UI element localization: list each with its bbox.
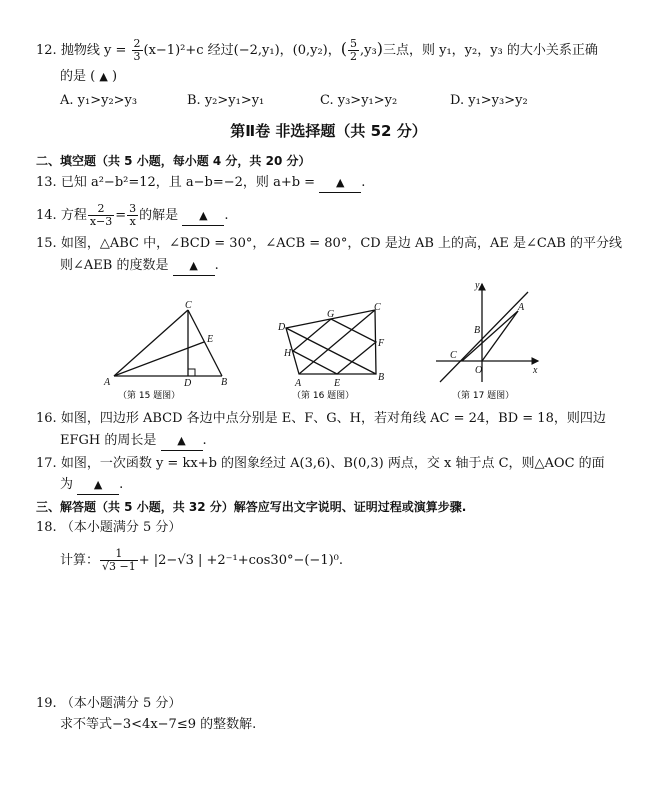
q16-number: 16.	[36, 411, 57, 426]
q13-text: 已知 a²−b²=12，且 a−b=−2，则 a+b =	[60, 175, 316, 190]
q13-blank: ▲	[319, 174, 361, 193]
section3-heading: 三、解答题（共 5 小题，共 32 分）解答应写出文字说明、证明过程或演算步骤.	[36, 500, 467, 514]
segment-cb	[188, 310, 222, 376]
section2-heading: 二、填空题（共 5 小题，每小题 4 分，共 20 分）	[36, 154, 311, 168]
fig16-caption: （第 16 题图）	[292, 391, 355, 400]
segment-ac	[114, 310, 188, 376]
fig16-label-a: A	[295, 378, 302, 389]
q17-line2: 为 ▲ .	[60, 476, 123, 495]
q15-line1: 15. 如图，△ABC 中，∠BCD = 30°，∠ACB = 80°，CD 是边 AB 上的高，AE 是∠CAB 的平分线	[36, 236, 622, 251]
q15-line2: 则∠AEB 的度数是 ▲ .	[60, 257, 219, 276]
q15-blank: ▲	[173, 257, 215, 276]
q15-number: 15.	[36, 236, 57, 251]
q12-line2: 的是 ( ▲ )	[60, 69, 118, 84]
fig15-label-d: D	[184, 378, 192, 389]
q19-header: 19. （本小题满分 5 分）	[36, 696, 182, 711]
q12-fraction: $\frac{2}{3}$	[133, 37, 141, 63]
q12-option-b: B. y₂>y₁>y₁	[187, 93, 265, 108]
q18-number: 18.	[36, 520, 57, 535]
q12-option-a: A. y₁>y₂>y₃	[60, 93, 138, 108]
q12-text-b: 三点，则 y₁，y₂，y₃ 的大小关系正确	[382, 43, 598, 58]
fig17-label-b: B	[474, 325, 481, 336]
q14-blank: ▲	[182, 207, 224, 226]
fig16-label-b: B	[378, 372, 385, 383]
figure-16	[272, 300, 397, 400]
diagonal-ac	[299, 310, 375, 374]
figure-15	[100, 298, 240, 400]
q19-text: 求不等式−3<4x−7≤9 的整数解.	[60, 717, 257, 732]
q18-header: 18. （本小题满分 5 分）	[36, 520, 182, 535]
part2-title: 第Ⅱ卷 非选择题（共 52 分）	[230, 122, 427, 140]
figure-17	[432, 278, 548, 402]
fig16-label-g: G	[327, 309, 335, 320]
q12-option-c: C. y₃>y₁>y₂	[320, 93, 398, 108]
fig15-label-a: A	[104, 377, 111, 388]
q14: 14. 方程 $\frac{2}{x-3}$ = $\frac{3}{x}$ 的解是 ▲ .	[36, 202, 229, 228]
fig16-label-c: C	[374, 302, 381, 313]
fig15-label-e: E	[207, 334, 214, 345]
fig17-caption: （第 17 题图）	[452, 391, 515, 401]
fig17-label-y: y	[475, 280, 480, 291]
fig16-label-e: E	[334, 378, 341, 389]
q14-number: 14.	[36, 208, 57, 223]
fig16-label-d: D	[278, 322, 286, 333]
q12-option-d: D. y₁>y₃>y₂	[450, 93, 528, 108]
answer-mark: ▲	[99, 70, 108, 83]
q17-blank: ▲	[77, 476, 119, 495]
fig17-label-o: O	[475, 365, 483, 376]
bisector-ae	[114, 342, 204, 376]
fig15-label-b: B	[221, 377, 228, 388]
fig17-label-c: C	[450, 350, 457, 361]
q14-fraction-2: $\frac{3}{x}$	[129, 202, 137, 228]
q18-fraction: $\frac{1}{√3 -1}$	[102, 547, 136, 573]
q14-fraction-1: $\frac{2}{x-3}$	[89, 202, 113, 228]
q17-number: 17.	[36, 456, 57, 471]
q12-number: 12.	[36, 43, 57, 58]
q12-line1: 12. 抛物线 y = $\frac{2}{3}$ (x−1)²+c 经过(−2,y₁)，(0,y₂)，( $\frac{5}{2}$ ,y₃)三点，则 y₁，y₂，y₃ 的大小关系正确	[36, 37, 598, 63]
right-angle-mark	[188, 369, 195, 376]
q12-point3-rest: ,y₃	[360, 43, 377, 58]
fig16-label-h: H	[284, 348, 292, 359]
quadrilateral-efgh	[293, 319, 376, 374]
fig15-caption: （第 15 题图）	[118, 391, 181, 400]
q12-eq-lhs: y =	[103, 43, 127, 58]
q13: 13. 已知 a²−b²=12，且 a−b=−2，则 a+b = ▲ .	[36, 174, 365, 193]
q19-number: 19.	[36, 696, 57, 711]
q12-eq-rest: (x−1)²+c 经过(−2,y₁)，(0,y₂)，	[143, 43, 341, 58]
segment-oa	[482, 311, 518, 361]
q17-line1: 17. 如图，一次函数 y = kx+b 的图象经过 A(3,6)、B(0,3) 两点，交 x 轴于点 C，则△AOC 的面	[36, 456, 605, 471]
fig15-label-c: C	[185, 300, 192, 311]
fig17-label-a: A	[518, 302, 525, 313]
fig16-label-f: F	[378, 338, 385, 349]
q16-line1: 16. 如图，四边形 ABCD 各边中点分别是 E、F、G、H，若对角线 AC = 24，BD = 18，则四边	[36, 411, 606, 426]
q12-point3-fraction: $\frac{5}{2}$	[350, 37, 358, 63]
q13-number: 13.	[36, 175, 57, 190]
line-ab	[440, 292, 528, 382]
q12-text-a: 抛物线	[60, 43, 100, 58]
q18-expression: 计算： $\frac{1}{√3 -1}$ + |2−√3 | +2⁻¹+cos30°−(−1)⁰.	[60, 547, 344, 573]
q16-line2: EFGH 的周长是 ▲ .	[60, 432, 207, 451]
fig17-label-x: x	[533, 365, 538, 376]
q16-blank: ▲	[161, 432, 203, 451]
segment-ca	[462, 311, 518, 361]
